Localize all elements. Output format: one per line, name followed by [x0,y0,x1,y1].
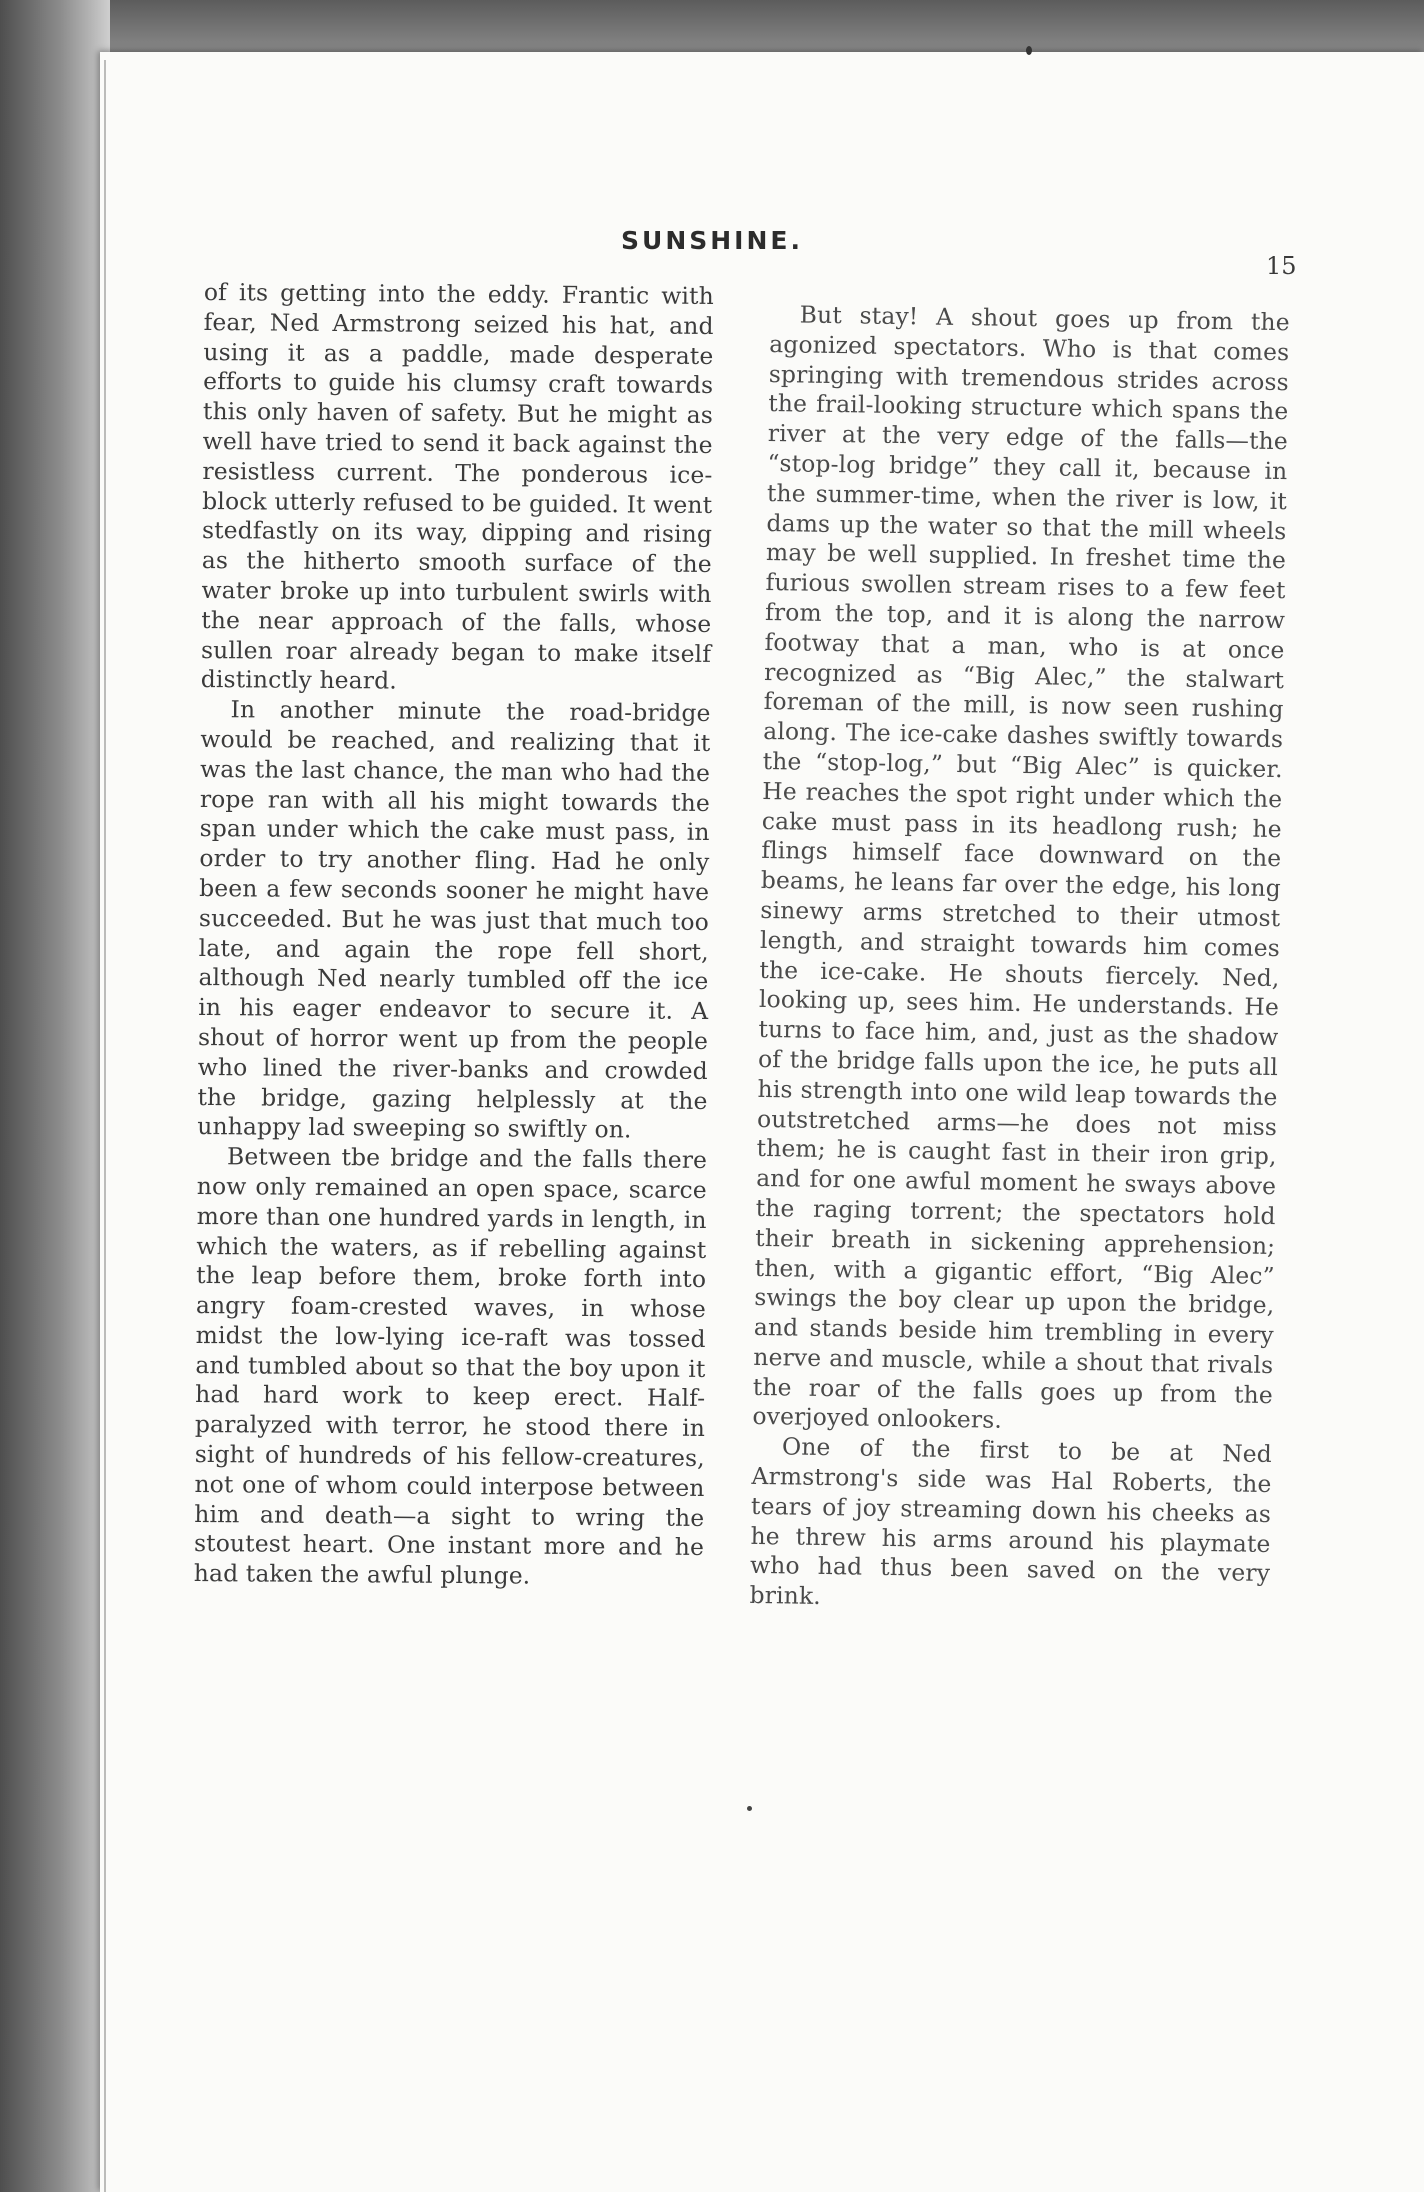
right-column [749,300,1290,1619]
page-gutter-edge [104,60,106,2192]
paragraph: of its getting into the eddy. Frantic with fear, Ned Armstrong seized his hat, and using it as a paddle, made desperate efforts to guide his clumsy craft towards this only haven of safety. But he might as well have tried to send it back against the resistless current. The ponderous ice-block utterly refused to be guided. It went stedfastly on its way, dipping and rising as the hitherto smooth surface of the water broke up into turbulent swirls with the near approach of the falls, whose sullen roar already began to make itself distinctly heard. [200,278,714,695]
page-number: 15 [1266,252,1297,280]
paragraph: One of the first to be at Ned Armstrong's side was Hal Roberts, the tears of joy streaming down his cheeks as he threw his arms around his playmate who had thus been saved on the very brink. [749,1432,1273,1611]
paragraph: But stay! A shout goes up from the agonized spectators. Who is that comes springing with tremendous strides across the frail-looking structure which spans the river at the very edge of the falls—the “stop-log bridge” they call it, because in the summer-time, when the river is low, it dams up the water so that the mill wheels may be well supplied. In freshet time the furious swollen stream rises to a few feet from the top, and it is along the narrow footway that a man, who is at once recognized as “Big Alec,” the stalwart foreman of the mill, is now seen rushing along. The ice-cake dashes swiftly towards the “stop-log,” but “Big Alec” is quicker. He reaches the spot right under which the cake must pass in its headlong rush; he flings himself face downward on the beams, he leans far over the edge, his long sinewy arms stretched to their utmost length, and straight towards him comes the ice-cake. He shouts fiercely. Ned, looking up, sees him. He understands. He turns to face him, and, just as the shadow of the bridge falls upon the ice, he puts all his strength into one wild leap towards the outstretched arms—he does not miss them; he is caught fast in their iron grip, and for one awful moment he sways above the raging torrent; the spectators hold their breath in sickening apprehension; then, with a gigantic effort, “Big Alec” swings the boy clear up upon the bridge, and stands beside him trembling in every nerve and muscle, while a shout that rivals the roar of the falls goes up from the overjoyed onlookers. [752,300,1290,1435]
ink-speck [747,1806,752,1811]
paragraph: Between tbe bridge and the falls there now only remained an open space, scarce more than one hundred yards in length, in which the waters, as if rebelling against the leap before them, broke forth into angry foam-crested waves, in whose midst the low-lying ice-raft was tossed and tumbled about so that the boy upon it had hard work to keep erect. Half-paralyzed with terror, he stood there in sight of hundreds of his fellow-creatures, not one of whom could interpose between him and death—a sight to wring the stoutest heart. One instant more and he had taken the awful plunge. [193,1142,708,1590]
running-title: SUNSHINE. [621,226,803,255]
paragraph: In another minute the road-bridge would be reached, and realizing that it was the last chance, the man who had the rope ran with all his might towards the span under which the cake must pass, in order to try another fling. Had he only been a few seconds sooner he might have succeeded. But he was just that much too late, and again the rope fell short, although Ned nearly tumbled off the ice in his eager endeavor to secure it. A shout of horror went up from the people who lined the river-banks and crowded the bridge, gazing helplessly at the unhappy lad sweeping so swiftly on. [197,695,711,1144]
left-column [194,278,714,1593]
scanner-background-left [0,0,110,2192]
ink-speck [1026,46,1032,55]
